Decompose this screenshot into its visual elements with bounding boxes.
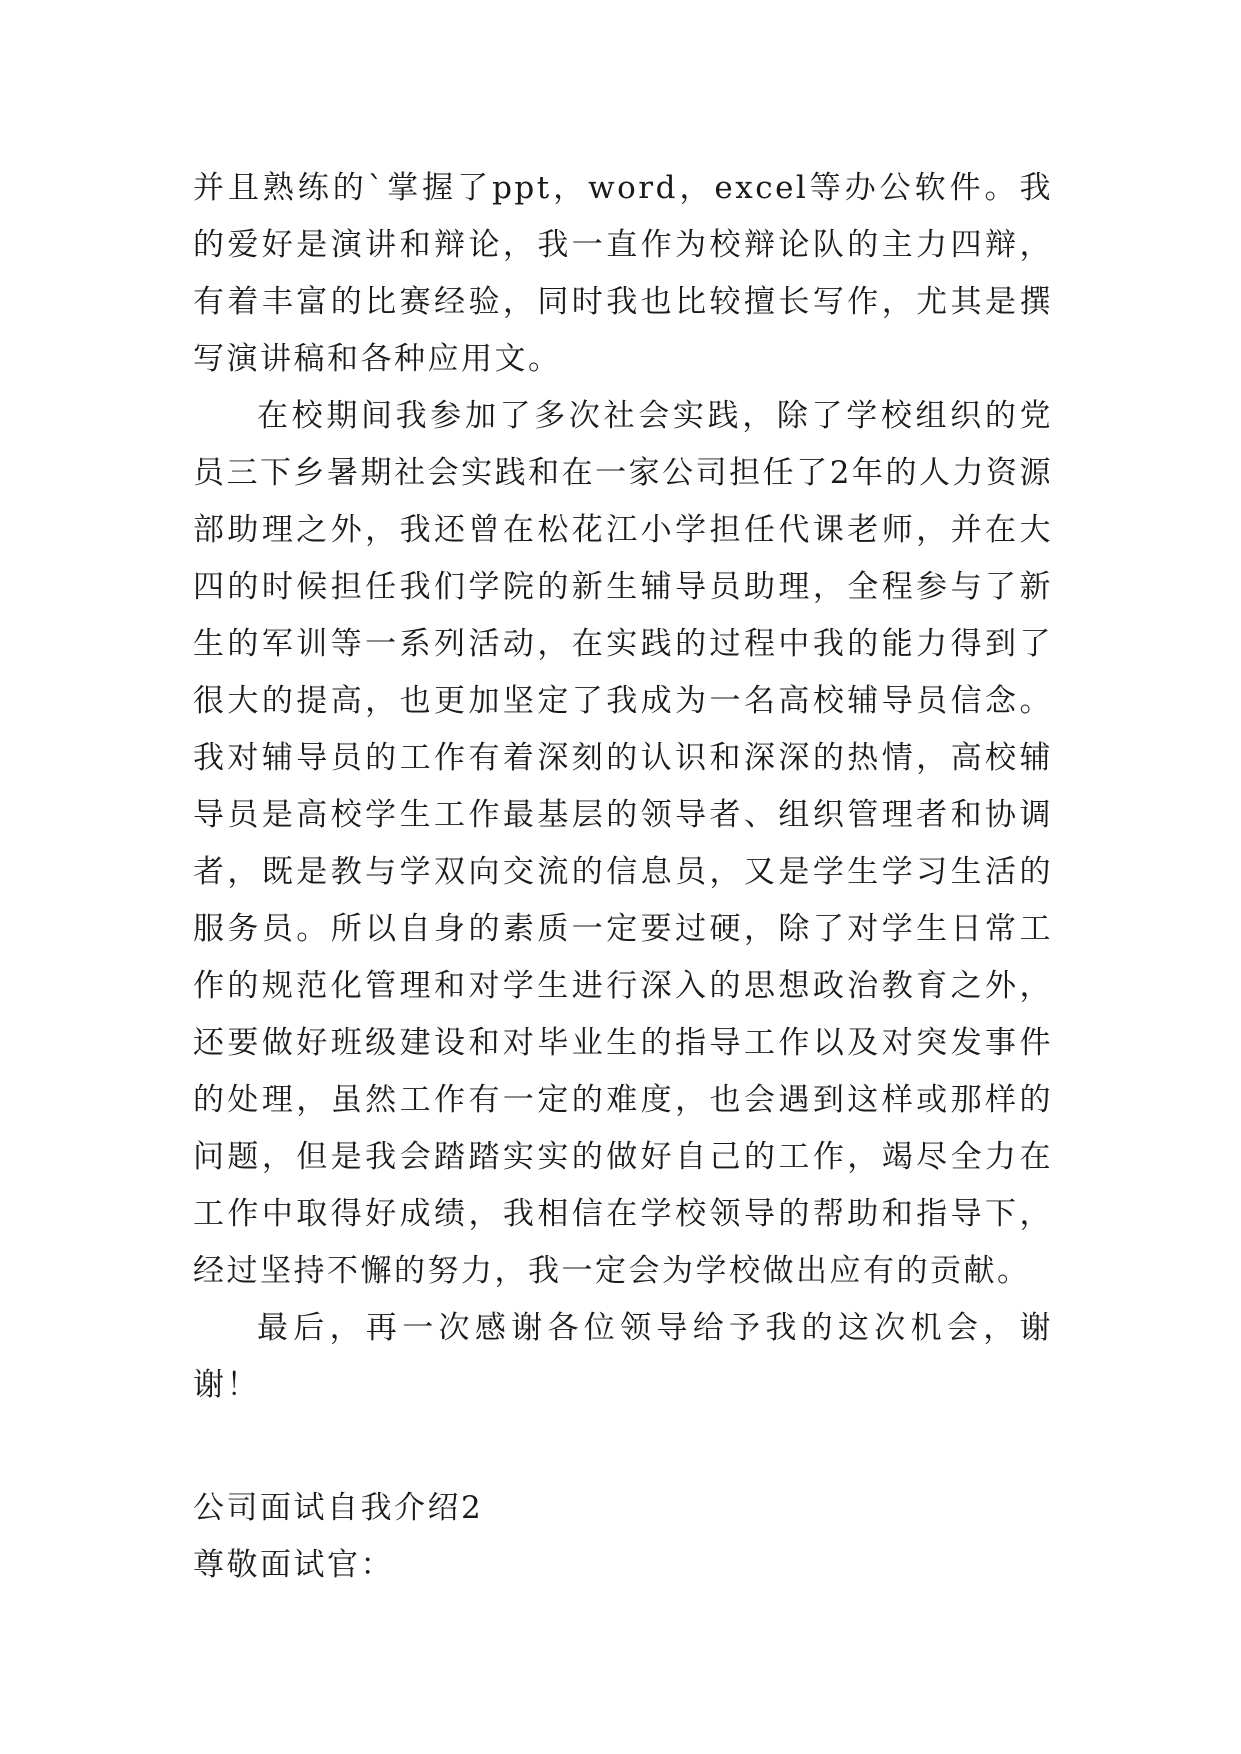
document-page xyxy=(193,160,1053,1594)
paragraph-closing-thanks: 最后，再一次感谢各位领导给予我的这次机会，谢谢！ xyxy=(193,1310,1053,1403)
section-block xyxy=(193,1480,1053,1594)
section-title: 公司面试自我介绍2 xyxy=(193,1490,484,1526)
paragraph-skills-hobbies: 并且熟练的`掌握了ppt，word，excel等办公软件。我的爱好是演讲和辩论，我一直作为校辩论队的主力四辩，有着丰富的比赛经验，同时我也比较擅长写作，尤其是撰写演讲稿和各种应用文。 xyxy=(193,170,1053,377)
paragraph-social-practice: 在校期间我参加了多次社会实践，除了学校组织的党员三下乡暑期社会实践和在一家公司担任了2年的人力资源部助理之外，我还曾在松花江小学担任代课老师，并在大四的时候担任我们学院的新生辅导员助理，全程参与了新生的军训等一系列活动，在实践的过程中我的能力得到了很大的提高，也更加坚定了我成为一名高校辅导员信念。我对辅导员的工作有着深刻的认识和深深的热情，高校辅导员是高校学生工作最基层的领导者、组织管理者和协调者，既是教与学双向交流的信息员，又是学生学习生活的服务员。所以自身的素质一定要过硬，除了对学生日常工作的规范化管理和对学生进行深入的思想政治教育之外，还要做好班级建设和对毕业生的指导工作以及对突发事件的处理，虽然工作有一定的难度，也会遇到这样或那样的问题，但是我会踏踏实实的做好自己的工作，竭尽全力在工作中取得好成绩，我相信在学校领导的帮助和指导下，经过坚持不懈的努力，我一定会为学校做出应有的贡献。 xyxy=(193,398,1053,1289)
salutation: 尊敬面试官： xyxy=(193,1547,394,1583)
